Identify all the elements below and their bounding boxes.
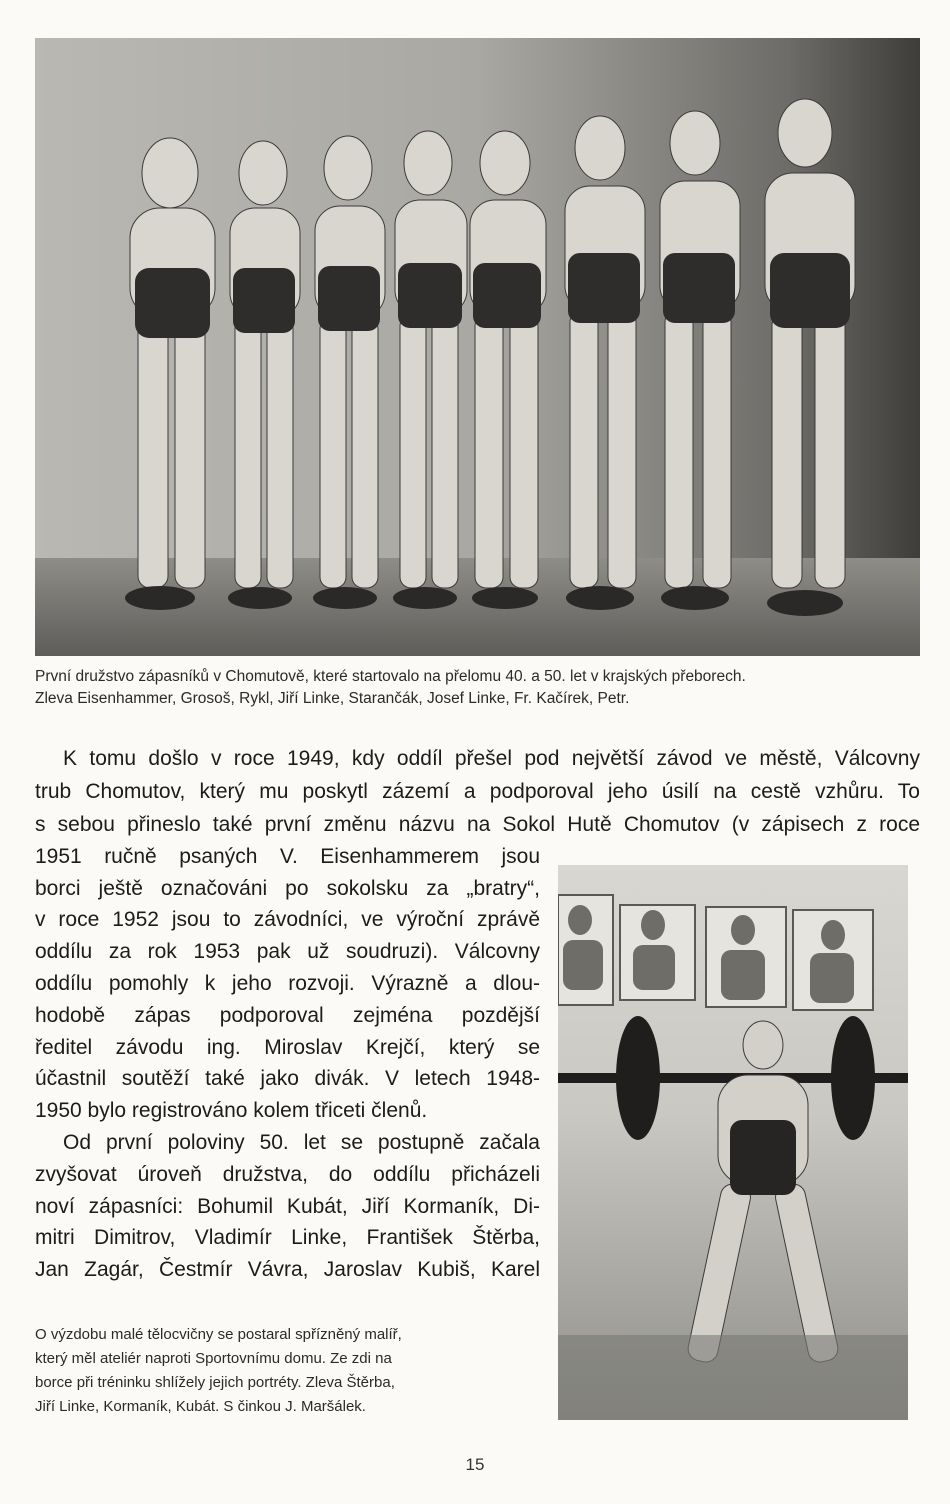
body-line: 1951 ručně psaných V. Eisenhammerem jsou xyxy=(35,845,540,868)
body-line: Jan Zagár, Čestmír Vávra, Jaroslav Kubiš, Karel xyxy=(35,1258,540,1281)
caption-line: První družstvo zápasníků v Chomutově, které startovalo na přelomu 40. a 50. let v krajských přeborech. xyxy=(35,668,746,685)
body-line: mitri Dimitrov, Vladimír Linke, František Štěrba, xyxy=(35,1226,540,1249)
team-photo-caption xyxy=(35,666,746,710)
body-line: v roce 1952 jsou to závodníci, ve výroční zprávě xyxy=(35,908,540,931)
body-line: trub Chomutov, který mu poskytl zázemí a podporoval jeho úsilí na cestě vzhůru. To xyxy=(35,780,920,803)
team-photo xyxy=(35,38,920,656)
body-line: oddílu pomohly k jeho rozvoji. Výrazně a dlou- xyxy=(35,972,540,995)
body-line: K tomu došlo v roce 1949, kdy oddíl přešel pod největší závod ve městě, Válcovny xyxy=(63,747,920,770)
body-line: borci ještě označováni po sokolsku za „bratry“, xyxy=(35,877,540,900)
caption-line: Zleva Eisenhammer, Grosoš, Rykl, Jiří Linke, Starančák, Josef Linke, Fr. Kačírek, Petr. xyxy=(35,690,630,707)
gym-photo xyxy=(558,865,908,1420)
body-line: oddílu za rok 1953 pak už soudruzi). Válcovny xyxy=(35,940,540,963)
caption-line: borce při tréninku shlížely jejich portréty. Zleva Štěrba, xyxy=(35,1374,395,1391)
caption-line: O výzdobu malé tělocvičny se postaral spřízněný malíř, xyxy=(35,1326,402,1343)
gym-photo-caption xyxy=(35,1323,402,1419)
body-line: 1950 bylo registrováno kolem třiceti členů. xyxy=(35,1099,428,1122)
body-line: hodobě zápas podporoval zejména pozdější xyxy=(35,1004,540,1027)
body-line: Od první poloviny 50. let se postupně začala xyxy=(63,1131,540,1154)
body-line: zvyšovat úroveň družstva, do oddílu přicházeli xyxy=(35,1163,540,1186)
body-line: ředitel závodu ing. Miroslav Krejčí, který se xyxy=(35,1036,540,1059)
caption-line: Jiří Linke, Kormaník, Kubát. S činkou J. Maršálek. xyxy=(35,1398,366,1415)
body-line: noví zápasníci: Bohumil Kubát, Jiří Kormaník, Di- xyxy=(35,1195,540,1218)
body-line: účastnil soutěží také jako divák. V letech 1948- xyxy=(35,1067,540,1090)
caption-line: který měl ateliér naproti Sportovnímu domu. Ze zdi na xyxy=(35,1350,392,1367)
page-number: 15 xyxy=(465,1455,485,1474)
body-line: s sebou přineslo také první změnu názvu na Sokol Hutě Chomutov (v zápisech z roce xyxy=(35,813,920,836)
